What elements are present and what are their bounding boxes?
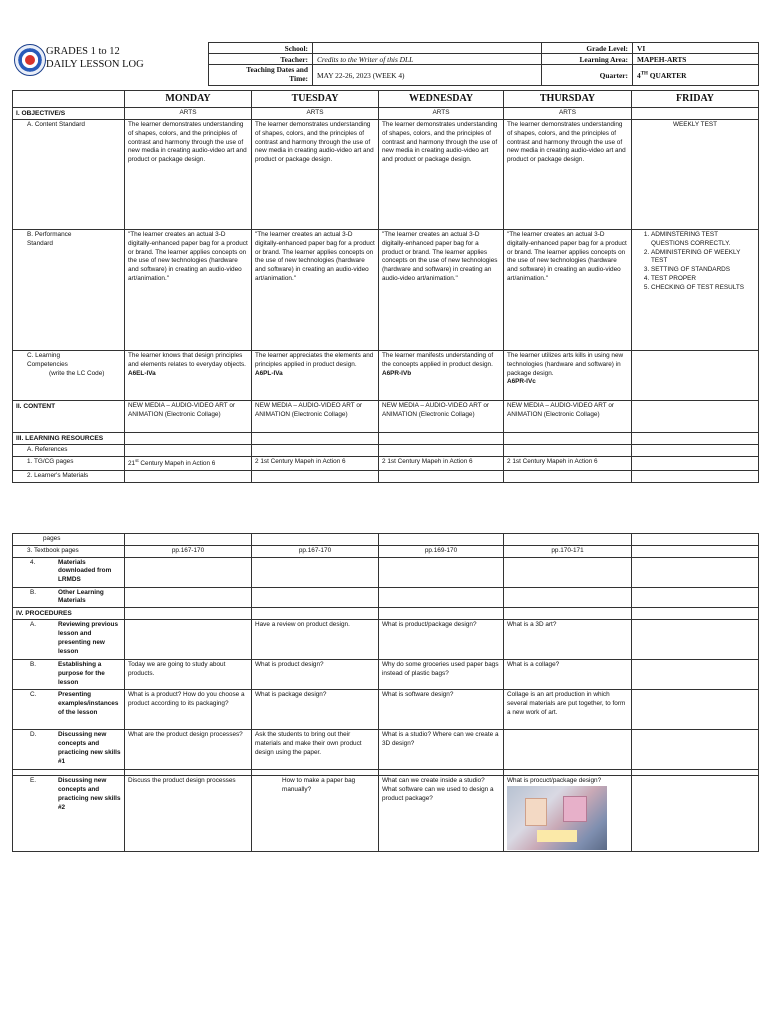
procedure-d-thursday — [504, 730, 632, 770]
procedures-row — [13, 608, 759, 620]
textbook-monday: pp.167-170 — [125, 545, 252, 557]
empty-cell — [252, 470, 379, 482]
content-friday — [632, 400, 759, 432]
teacher-value: Credits to the Writer of this DLL — [313, 54, 542, 65]
tg-monday — [125, 456, 252, 470]
quarter-label: Quarter: — [542, 65, 633, 86]
procedure-b-friday — [632, 660, 759, 690]
log-title — [46, 46, 144, 71]
procedure-label-e — [13, 776, 125, 852]
textbook-pages-label: 3. Textbook pages — [13, 545, 125, 557]
teaching-dates-value: MAY 22-26, 2023 (WEEK 4) — [313, 65, 542, 86]
lrmds-row — [13, 557, 759, 587]
empty-cell — [632, 557, 759, 587]
days-header-row — [13, 91, 759, 108]
empty-cell — [252, 444, 379, 456]
other-num: B. — [30, 588, 37, 596]
procedure-label-c — [13, 690, 125, 730]
list-item: 1. ADMINSTERING TEST QUESTIONS CORRECTLY. — [651, 231, 755, 249]
procedure-row-d — [13, 730, 759, 770]
textbook-pages-row — [13, 545, 759, 557]
blank-corner — [13, 91, 125, 108]
tg-monday-sup: st — [135, 457, 139, 463]
procedure-e-friday — [632, 776, 759, 852]
day-thursday: THURSDAY — [504, 91, 632, 108]
textbook-wednesday: pp.169-170 — [379, 545, 504, 557]
procedure-e-wednesday: What can we create inside a studio? What software can we used to design a product package? — [379, 776, 504, 852]
procedure-letter: E. — [30, 777, 37, 785]
resources-row — [13, 432, 759, 444]
procedure-label-a — [13, 620, 125, 660]
learners-materials-row — [13, 470, 759, 482]
empty-cell — [379, 557, 504, 587]
grade-level-label: Grade Level: — [542, 43, 633, 54]
procedure-e-monday: Discuss the product design processes — [125, 776, 252, 852]
procedure-b-monday: Today we are going to study about products. — [125, 660, 252, 690]
content-standard-row — [13, 119, 759, 229]
procedure-letter: A. — [30, 621, 37, 629]
lesson-log-table-bottom — [12, 533, 759, 852]
competencies-label-1: C. Learning — [27, 351, 61, 359]
tg-thursday: 2 1st Century Mapeh in Action 6 — [504, 456, 632, 470]
subject-tuesday: ARTS — [252, 107, 379, 119]
performance-standard-tuesday: "The learner creates an actual 3-D digitally-enhanced paper bag for a product or brand. The learner applies concepts on the use of new technologies (hardware and software) in creating an audio-video art/animation." — [252, 229, 379, 350]
other-materials-row — [13, 587, 759, 608]
performance-standard-row — [13, 229, 759, 350]
performance-standard-thursday: "The learner creates an actual 3-D digitally-enhanced paper bag for a product or brand. The learner applies concepts on the use of new technologies (hardware and software) in creating an audio-video art/animation." — [504, 229, 632, 350]
procedure-b-wednesday: Why do some groceries used paper bags instead of plastic bags? — [379, 660, 504, 690]
empty-cell — [252, 432, 379, 444]
tg-monday-num: 21 — [128, 459, 136, 467]
references-row — [13, 444, 759, 456]
content-standard-tuesday: The learner demonstrates understanding of shapes, colors, and the principles of contrast and harmony through the use of new media in creating audio-video art and product or package design. — [252, 119, 379, 229]
empty-cell — [632, 534, 759, 546]
procedure-d-tuesday: Ask the students to bring out their materials and make their own product design using the paper. — [252, 730, 379, 770]
quarter-number: 4 — [637, 70, 641, 80]
empty-cell — [125, 557, 252, 587]
competency-code: A6PL-IVa — [255, 369, 283, 377]
empty-cell — [252, 557, 379, 587]
content-standard-thursday: The learner demonstrates understanding of shapes, colors, and the principles of contrast and harmony through the use of new media in creating audio-video art and product or package design. — [504, 119, 632, 229]
lesson-log-table-top — [12, 90, 759, 483]
procedure-e-tuesday: How to make a paper bag manually? — [252, 776, 379, 852]
school-label: School: — [209, 43, 313, 54]
performance-standard-label — [13, 229, 125, 350]
day-monday: MONDAY — [125, 91, 252, 108]
learning-area-value: MAPEH-ARTS — [633, 54, 759, 65]
resources-section: III. LEARNING RESOURCES — [13, 432, 125, 444]
empty-cell — [504, 432, 632, 444]
tg-friday — [632, 456, 759, 470]
textbook-thursday: pp.170-171 — [504, 545, 632, 557]
procedure-row-b — [13, 660, 759, 690]
empty-cell — [379, 608, 504, 620]
procedure-a-wednesday: What is product/package design? — [379, 620, 504, 660]
procedure-row-a — [13, 620, 759, 660]
empty-cell — [632, 432, 759, 444]
teacher-label: Teacher: — [209, 54, 313, 65]
list-item: 4. TEST PROPER — [651, 275, 755, 284]
competency-monday — [125, 350, 252, 400]
tg-monday-rest: Century Mapeh in Action 6 — [138, 459, 216, 467]
day-friday: FRIDAY — [632, 91, 759, 108]
procedure-row-e — [13, 776, 759, 852]
other-text: Other Learning Materials — [58, 588, 104, 605]
day-tuesday: TUESDAY — [252, 91, 379, 108]
empty-cell — [379, 470, 504, 482]
procedure-letter: B. — [30, 661, 37, 669]
procedure-c-friday — [632, 690, 759, 730]
competency-text: The learner manifests understanding of the concepts applied in product design. — [382, 351, 494, 368]
empty-cell — [379, 444, 504, 456]
procedure-c-tuesday: What is package design? — [252, 690, 379, 730]
content-label: II. CONTENT — [13, 400, 125, 432]
content-tuesday: NEW MEDIA – AUDIO-VIDEO ART or ANIMATION (Electronic Collage) — [252, 400, 379, 432]
procedure-letter: C. — [30, 691, 37, 699]
tg-pages-row — [13, 456, 759, 470]
tg-wednesday: 2 1st Century Mapeh in Action 6 — [379, 456, 504, 470]
quarter-sup: TH — [640, 71, 648, 77]
competency-code: A6EL-IVa — [128, 369, 156, 377]
learners-materials-label: 2. Learner's Materials — [13, 470, 125, 482]
procedure-a-friday — [632, 620, 759, 660]
teaching-dates-label-2: Time: — [289, 74, 308, 83]
empty-cell — [504, 470, 632, 482]
procedure-b-tuesday: What is product design? — [252, 660, 379, 690]
empty-cell — [125, 534, 252, 546]
competency-code: A6PR-IVb — [382, 369, 412, 377]
content-standard-monday: The learner demonstrates understanding of shapes, colors, and the principles of contrast and harmony through the use of new media in creating audio-video art and product or package design. — [125, 119, 252, 229]
tg-tuesday: 2 1st Century Mapeh in Action 6 — [252, 456, 379, 470]
textbook-friday — [632, 545, 759, 557]
lrmds-num: 4. — [30, 558, 36, 566]
performance-standard-monday: "The learner creates an actual 3-D digitally-enhanced paper bag for a product or brand. The learner applies concepts on the use of new technologies (hardware and software) in creating an audio-video art/animation." — [125, 229, 252, 350]
procedure-label-d — [13, 730, 125, 770]
procedure-row-c — [13, 690, 759, 730]
deped-seal-logo — [14, 44, 46, 76]
competencies-label-3: (write the LC Code) — [49, 369, 105, 377]
competencies-label-2: Competencies — [27, 360, 68, 368]
competency-friday — [632, 350, 759, 400]
procedure-e-thursday — [504, 776, 632, 852]
content-standard-wednesday: The learner demonstrates understanding of shapes, colors, and the principles of contrast and harmony through the use of new media in creating audio-video art and product or package design. — [379, 119, 504, 229]
empty-cell — [632, 444, 759, 456]
subject-friday — [632, 107, 759, 119]
empty-cell — [504, 534, 632, 546]
learning-competencies-label — [13, 350, 125, 400]
procedure-letter: D. — [30, 731, 37, 739]
procedure-a-monday — [125, 620, 252, 660]
references-label: A. References — [13, 444, 125, 456]
other-materials-label — [13, 587, 125, 608]
content-row — [13, 400, 759, 432]
empty-cell — [379, 534, 504, 546]
empty-cell — [504, 444, 632, 456]
content-standard-friday: WEEKLY TEST — [632, 119, 759, 229]
lrmds-label — [13, 557, 125, 587]
procedure-label-b — [13, 660, 125, 690]
procedure-a-tuesday: Have a review on product design. — [252, 620, 379, 660]
procedure-c-monday: What is a product? How do you choose a product according to its packaging? — [125, 690, 252, 730]
grade-level-value: VI — [633, 43, 759, 54]
content-wednesday: NEW MEDIA – AUDIO-VIDEO ART or ANIMATION (Electronic Collage) — [379, 400, 504, 432]
empty-cell — [632, 587, 759, 608]
procedure-text: Presenting examples/instances of the lesson — [58, 691, 119, 717]
content-standard-label: A. Content Standard — [13, 119, 125, 229]
lrmds-text: Materials downloaded from LRMDS — [58, 558, 112, 584]
empty-cell — [379, 432, 504, 444]
competency-code: A6PR-IVc — [507, 378, 536, 386]
performance-standard-wednesday: "The learner creates an actual 3-D digitally-enhanced paper bag for a product or brand. The learner applies concepts on the use of new technologies (hardware and software) in creating an audio-video art/animation." — [379, 229, 504, 350]
procedure-d-friday — [632, 730, 759, 770]
lm-pages-row — [13, 534, 759, 546]
empty-cell — [504, 557, 632, 587]
objectives-section: I. OBJECTIVE/S — [13, 107, 125, 119]
empty-cell — [125, 444, 252, 456]
tg-pages-label: 1. TG/CG pages — [13, 456, 125, 470]
procedure-c-thursday: Collage is an art production in which several materials are put together, to form a new work of art. — [504, 690, 632, 730]
procedure-text: Discussing new concepts and practicing new skills #1 — [58, 731, 121, 765]
competency-tuesday — [252, 350, 379, 400]
competency-text: The learner knows that design principles and elements relates to everyday objects. — [128, 351, 246, 368]
subject-wednesday: ARTS — [379, 107, 504, 119]
subject-thursday: ARTS — [504, 107, 632, 119]
package-design-photo — [507, 786, 607, 850]
empty-cell — [379, 587, 504, 608]
procedure-text: Establishing a purpose for the lesson — [58, 661, 105, 687]
procedures-section: IV. PROCEDURES — [13, 608, 125, 620]
competency-thursday — [504, 350, 632, 400]
performance-label-2: Standard — [27, 239, 53, 247]
competency-wednesday — [379, 350, 504, 400]
content-monday: NEW MEDIA – AUDIO-VIDEO ART or ANIMATION (Electronic Collage) — [125, 400, 252, 432]
empty-cell — [125, 470, 252, 482]
school-value — [313, 43, 542, 54]
procedure-e-thursday-text: What is procuct/package design? — [507, 777, 602, 785]
empty-cell — [504, 608, 632, 620]
textbook-tuesday: pp.167-170 — [252, 545, 379, 557]
title-line-2: DAILY LESSON LOG — [46, 58, 144, 70]
teaching-dates-label-1: Teaching Dates and — [246, 65, 308, 75]
performance-standard-friday — [632, 229, 759, 350]
empty-cell — [125, 608, 252, 620]
empty-cell — [125, 587, 252, 608]
competency-text: The learner appreciates the elements and principles applied in product design. — [255, 351, 374, 368]
procedure-d-monday: What are the product design processes? — [125, 730, 252, 770]
empty-cell — [632, 608, 759, 620]
procedure-b-thursday: What is a collage? — [504, 660, 632, 690]
header-info-table — [208, 42, 759, 86]
title-line-1: GRADES 1 to 12 — [46, 46, 120, 57]
friday-test-list — [635, 231, 755, 293]
empty-cell — [125, 432, 252, 444]
learning-competencies-row — [13, 350, 759, 400]
content-thursday: NEW MEDIA – AUDIO-VIDEO ART or ANIMATION (Electronic Collage) — [504, 400, 632, 432]
quarter-rest: QUARTER — [647, 70, 687, 80]
day-wednesday: WEDNESDAY — [379, 91, 504, 108]
quarter-value — [633, 65, 759, 86]
performance-label-1: B. Performance — [27, 230, 72, 238]
procedure-text: Reviewing previous lesson and presenting new lesson — [58, 621, 119, 655]
lm-pages-cont: pages — [13, 534, 125, 546]
empty-cell — [252, 608, 379, 620]
learning-area-label: Learning Area: — [542, 54, 633, 65]
empty-cell — [252, 587, 379, 608]
teaching-dates-label — [209, 65, 313, 86]
empty-cell — [632, 470, 759, 482]
empty-cell — [252, 534, 379, 546]
procedure-a-thursday: What is a 3D art? — [504, 620, 632, 660]
procedure-text: Discussing new concepts and practicing new skills #2 — [58, 777, 121, 811]
procedure-c-wednesday: What is software design? — [379, 690, 504, 730]
list-item: 2. ADMINISTERING OF WEEKLY TEST — [651, 249, 755, 267]
procedure-d-wednesday: What is a studio? Where can we create a 3D design? — [379, 730, 504, 770]
subject-monday: ARTS — [125, 107, 252, 119]
objectives-row — [13, 107, 759, 119]
competency-text: The learner utilizes arts kills in using new technologies (hardware and software) in package design. — [507, 351, 624, 377]
list-item: 5. CHECKING OF TEST RESULTS — [651, 284, 755, 293]
list-item: 3. SETTING OF STANDARDS — [651, 266, 755, 275]
empty-cell — [504, 587, 632, 608]
